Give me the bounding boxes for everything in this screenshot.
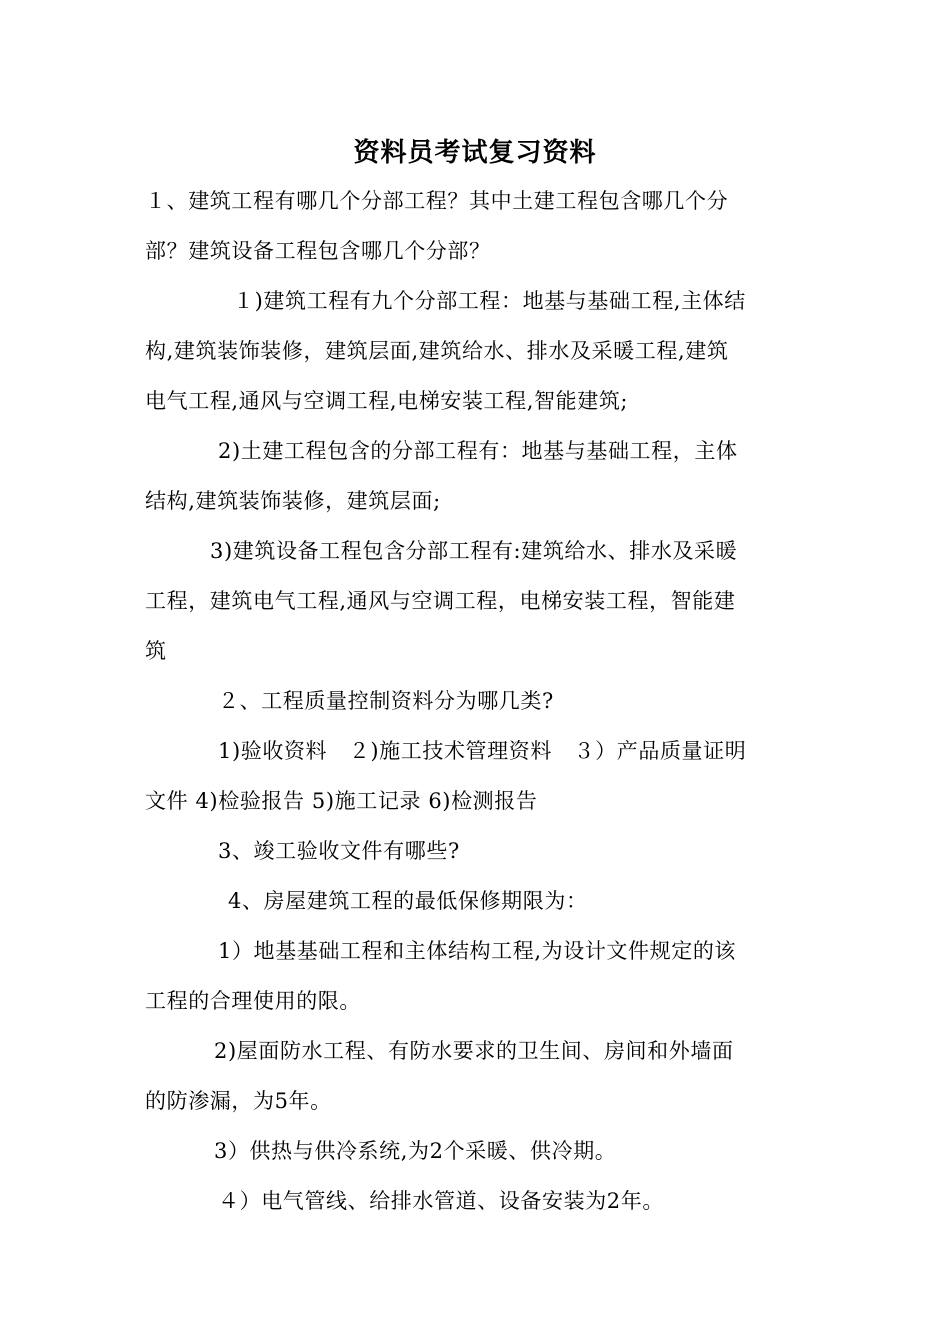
answer-1-3-line-2: 工程，建筑电气工程,通风与空调工程，电梯安装工程，智能建 [145, 589, 736, 613]
answer-4-1-line-2: 工程的合理使用的限。 [145, 989, 361, 1013]
answer-1-2-line-1: 2)土建工程包含的分部工程有：地基与基础工程，主体 [218, 439, 738, 463]
answer-1-3-line-3: 筑 [145, 639, 167, 663]
question-1-line-2: 部？建筑设备工程包含哪几个分部？ [145, 239, 491, 263]
question-1-line-1: １、建筑工程有哪几个分部工程？其中土建工程包含哪几个分 [145, 189, 729, 213]
answer-4-3-line: 3）供热与供冷系统,为2个采暖、供冷期。 [214, 1139, 617, 1163]
answer-2-line-1: 1)验收资料 ２)施工技术管理资料 ３）产品质量证明 [218, 739, 747, 763]
answer-4-2-line-1: 2)屋面防水工程、有防水要求的卫生间、房间和外墙面 [214, 1039, 734, 1063]
answer-4-4-line: ４）电气管线、给排水管道、设备安装为2年。 [218, 1189, 664, 1213]
question-2-line: ２、工程质量控制资料分为哪几类? [218, 689, 554, 713]
answer-1-1-line-3: 电气工程,通风与空调工程,电梯安装工程,智能建筑; [145, 389, 629, 413]
answer-2-line-2: 文件 4)检验报告 5)施工记录 6)检测报告 [145, 789, 538, 813]
question-4-line: 4、房屋建筑工程的最低保修期限为： [228, 889, 588, 913]
answer-4-2-line-2: 的防渗漏，为5年。 [145, 1089, 332, 1113]
document-title: 资料员考试复习资料 [353, 138, 597, 168]
answer-1-1-line-2: 构,建筑装饰装修，建筑层面,建筑给水、排水及采暖工程,建筑 [145, 339, 729, 363]
answer-1-1-line-1: １)建筑工程有九个分部工程：地基与基础工程,主体结 [233, 289, 746, 313]
question-3-line: 3、竣工验收文件有哪些? [218, 839, 460, 863]
answer-1-3-line-1: 3)建筑设备工程包含分部工程有:建筑给水、排水及采暖 [210, 539, 738, 563]
answer-4-1-line-1: 1）地基基础工程和主体结构工程,为设计文件规定的该 [218, 939, 737, 963]
answer-1-2-line-2: 结构,建筑装饰装修，建筑层面; [145, 489, 441, 513]
